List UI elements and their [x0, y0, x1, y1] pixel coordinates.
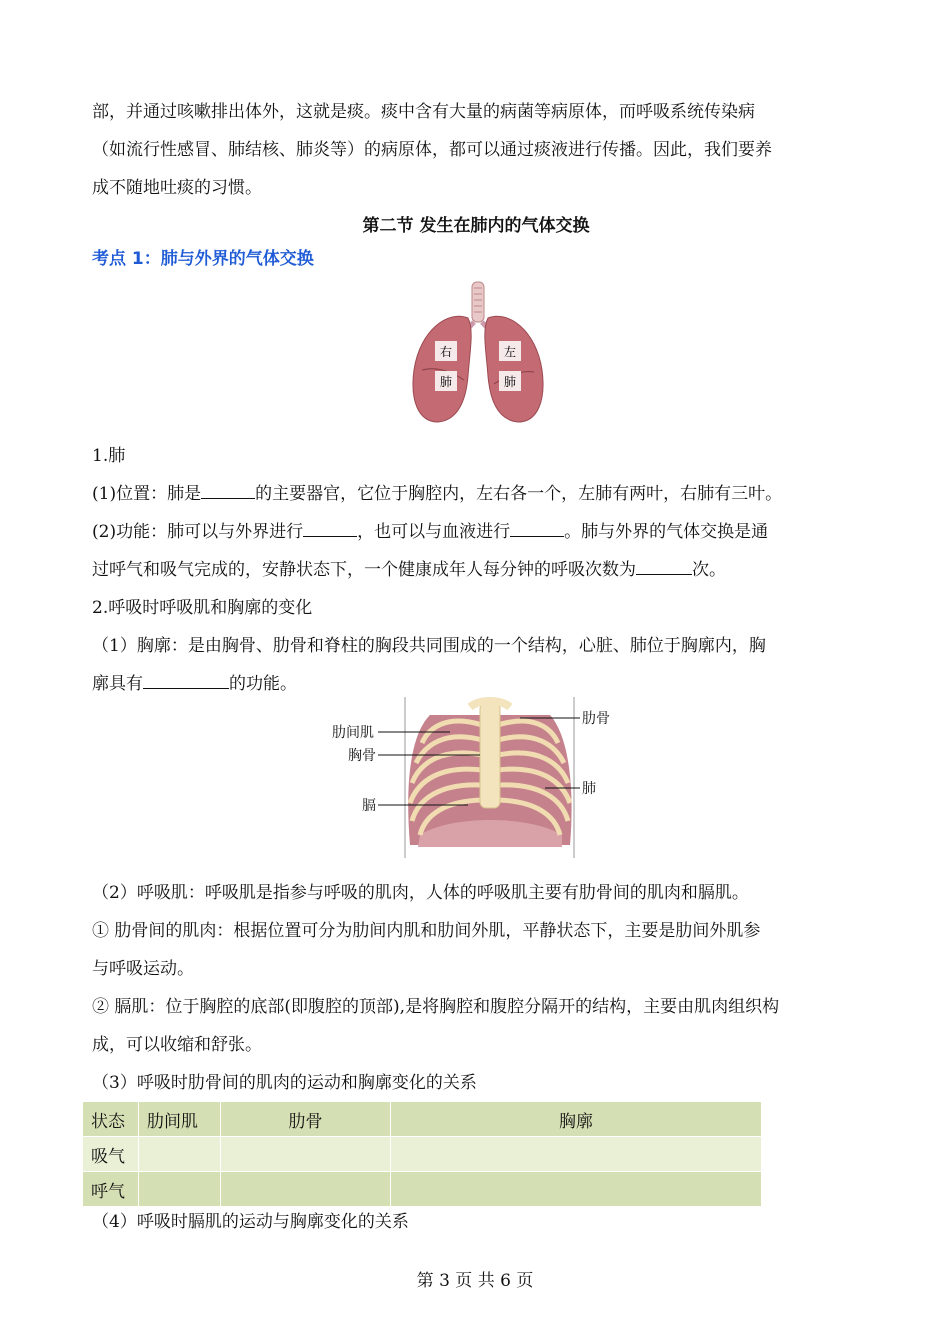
label-intercostal-muscle: 肋间肌: [332, 725, 374, 741]
page-footer: 第 3 页 共 6 页: [416, 1271, 534, 1291]
respiratory-muscle-line: （2）呼吸肌：呼吸肌是指参与呼吸的肌肉，人体的呼吸肌主要有肋骨间的肌肉和膈肌。: [92, 883, 749, 903]
lung-label-right-1: 右: [439, 345, 453, 359]
lung-function-text-a: (2)功能：肺可以与外界进行: [92, 522, 304, 542]
lung-function-text-b: ，也可以与血液进行: [357, 522, 511, 542]
blank-thorax-function[interactable]: [143, 670, 229, 689]
intro-line-2: （如流行性感冒、肺结核、肺炎等）的病原体，都可以通过痰液进行传播。因此，我们要养: [92, 140, 772, 160]
blank-gas-exchange-blood[interactable]: [510, 518, 564, 537]
lung-position: [92, 475, 860, 513]
lung-position-text-a: (1)位置：肺是: [92, 484, 202, 504]
thorax-text-c: 的功能。: [229, 674, 297, 694]
intro-line-1: 部，并通过咳嗽排出体外，这就是痰。痰中含有大量的病菌等病原体，而呼吸系统传染病: [92, 102, 755, 122]
relation-table: [82, 1101, 762, 1207]
thorax-text-b: 廓具有: [92, 674, 143, 694]
table-row: [83, 1172, 762, 1207]
blank-lung-organ[interactable]: [201, 480, 255, 499]
table-header-row: [83, 1102, 762, 1137]
lung-position-text-b: 的主要器官，它位于胸腔内，左右各一个，左肺有两叶，右肺有三叶。: [255, 484, 783, 504]
table-cell[interactable]: [139, 1172, 221, 1207]
table-header-cell: 肋间肌: [139, 1102, 221, 1137]
table-cell[interactable]: [391, 1137, 762, 1172]
table-row: [83, 1137, 762, 1172]
table-cell[interactable]: [221, 1137, 391, 1172]
label-sternum: 胸骨: [348, 748, 376, 764]
diaphragm-line-1: ② 膈肌：位于胸腔的底部(即腹腔的顶部),是将胸腔和腹腔分隔开的结构，主要由肌肉组织构: [92, 997, 780, 1017]
intercostal-line-1: ① 肋骨间的肌肉：根据位置可分为肋间内肌和肋间外肌，平静状态下，主要是肋间外肌参: [92, 921, 761, 941]
lung-function: [92, 513, 860, 551]
kaodian-heading: 考点 1：肺与外界的气体交换: [92, 249, 314, 269]
lung-label-right-2: 肺: [439, 375, 453, 389]
table-cell[interactable]: [391, 1172, 762, 1207]
ribcage-illustration: [330, 695, 620, 860]
blank-gas-exchange-outside[interactable]: [303, 518, 357, 537]
label-lung: 肺: [582, 781, 596, 797]
table-cell: 呼气: [83, 1172, 139, 1207]
muscles-section: [92, 874, 860, 1102]
label-diaphragm: 膈: [362, 798, 376, 814]
table-cell[interactable]: [221, 1172, 391, 1207]
lung-section: [92, 437, 860, 703]
label-rib: 肋骨: [582, 711, 610, 727]
relation-heading-4: （4）呼吸时膈肌的运动与胸廓变化的关系: [92, 1212, 409, 1232]
lung-function-text-c: 。肺与外界的气体交换是通: [564, 522, 769, 542]
lung-label-left-2: 肺: [503, 375, 517, 389]
breath-heading: 2.呼吸时呼吸肌和胸廓的变化: [92, 598, 313, 618]
table-cell: 吸气: [83, 1137, 139, 1172]
lung-function-text-e: 次。: [692, 560, 726, 580]
table-header-cell: 胸廓: [391, 1102, 762, 1137]
thorax-line-1: （1）胸廓：是由胸骨、肋骨和脊柱的胸段共同围成的一个结构，心脏、肺位于胸廓内，胸: [92, 636, 766, 656]
diaphragm-line-2: 成，可以收缩和舒张。: [92, 1035, 262, 1055]
lung-label-left-1: 左: [503, 345, 517, 359]
intro-paragraph: [92, 93, 860, 207]
lung-function-cont: [92, 551, 860, 589]
lung-function-text-d: 过呼气和吸气完成的，安静状态下，一个健康成年人每分钟的呼吸次数为: [92, 560, 636, 580]
relation-heading-3: （3）呼吸时肋骨间的肌肉的运动和胸廓变化的关系: [92, 1073, 477, 1093]
intercostal-line-2: 与呼吸运动。: [92, 959, 194, 979]
table-header-cell: 肋骨: [221, 1102, 391, 1137]
table-header-cell: 状态: [83, 1102, 139, 1137]
lung-heading: 1.肺: [92, 446, 126, 466]
table-cell[interactable]: [139, 1137, 221, 1172]
blank-breath-count[interactable]: [636, 556, 692, 575]
lung-illustration: [408, 280, 548, 426]
intro-line-3: 成不随地吐痰的习惯。: [92, 178, 262, 198]
section-title: 第二节 发生在肺内的气体交换: [362, 216, 590, 236]
